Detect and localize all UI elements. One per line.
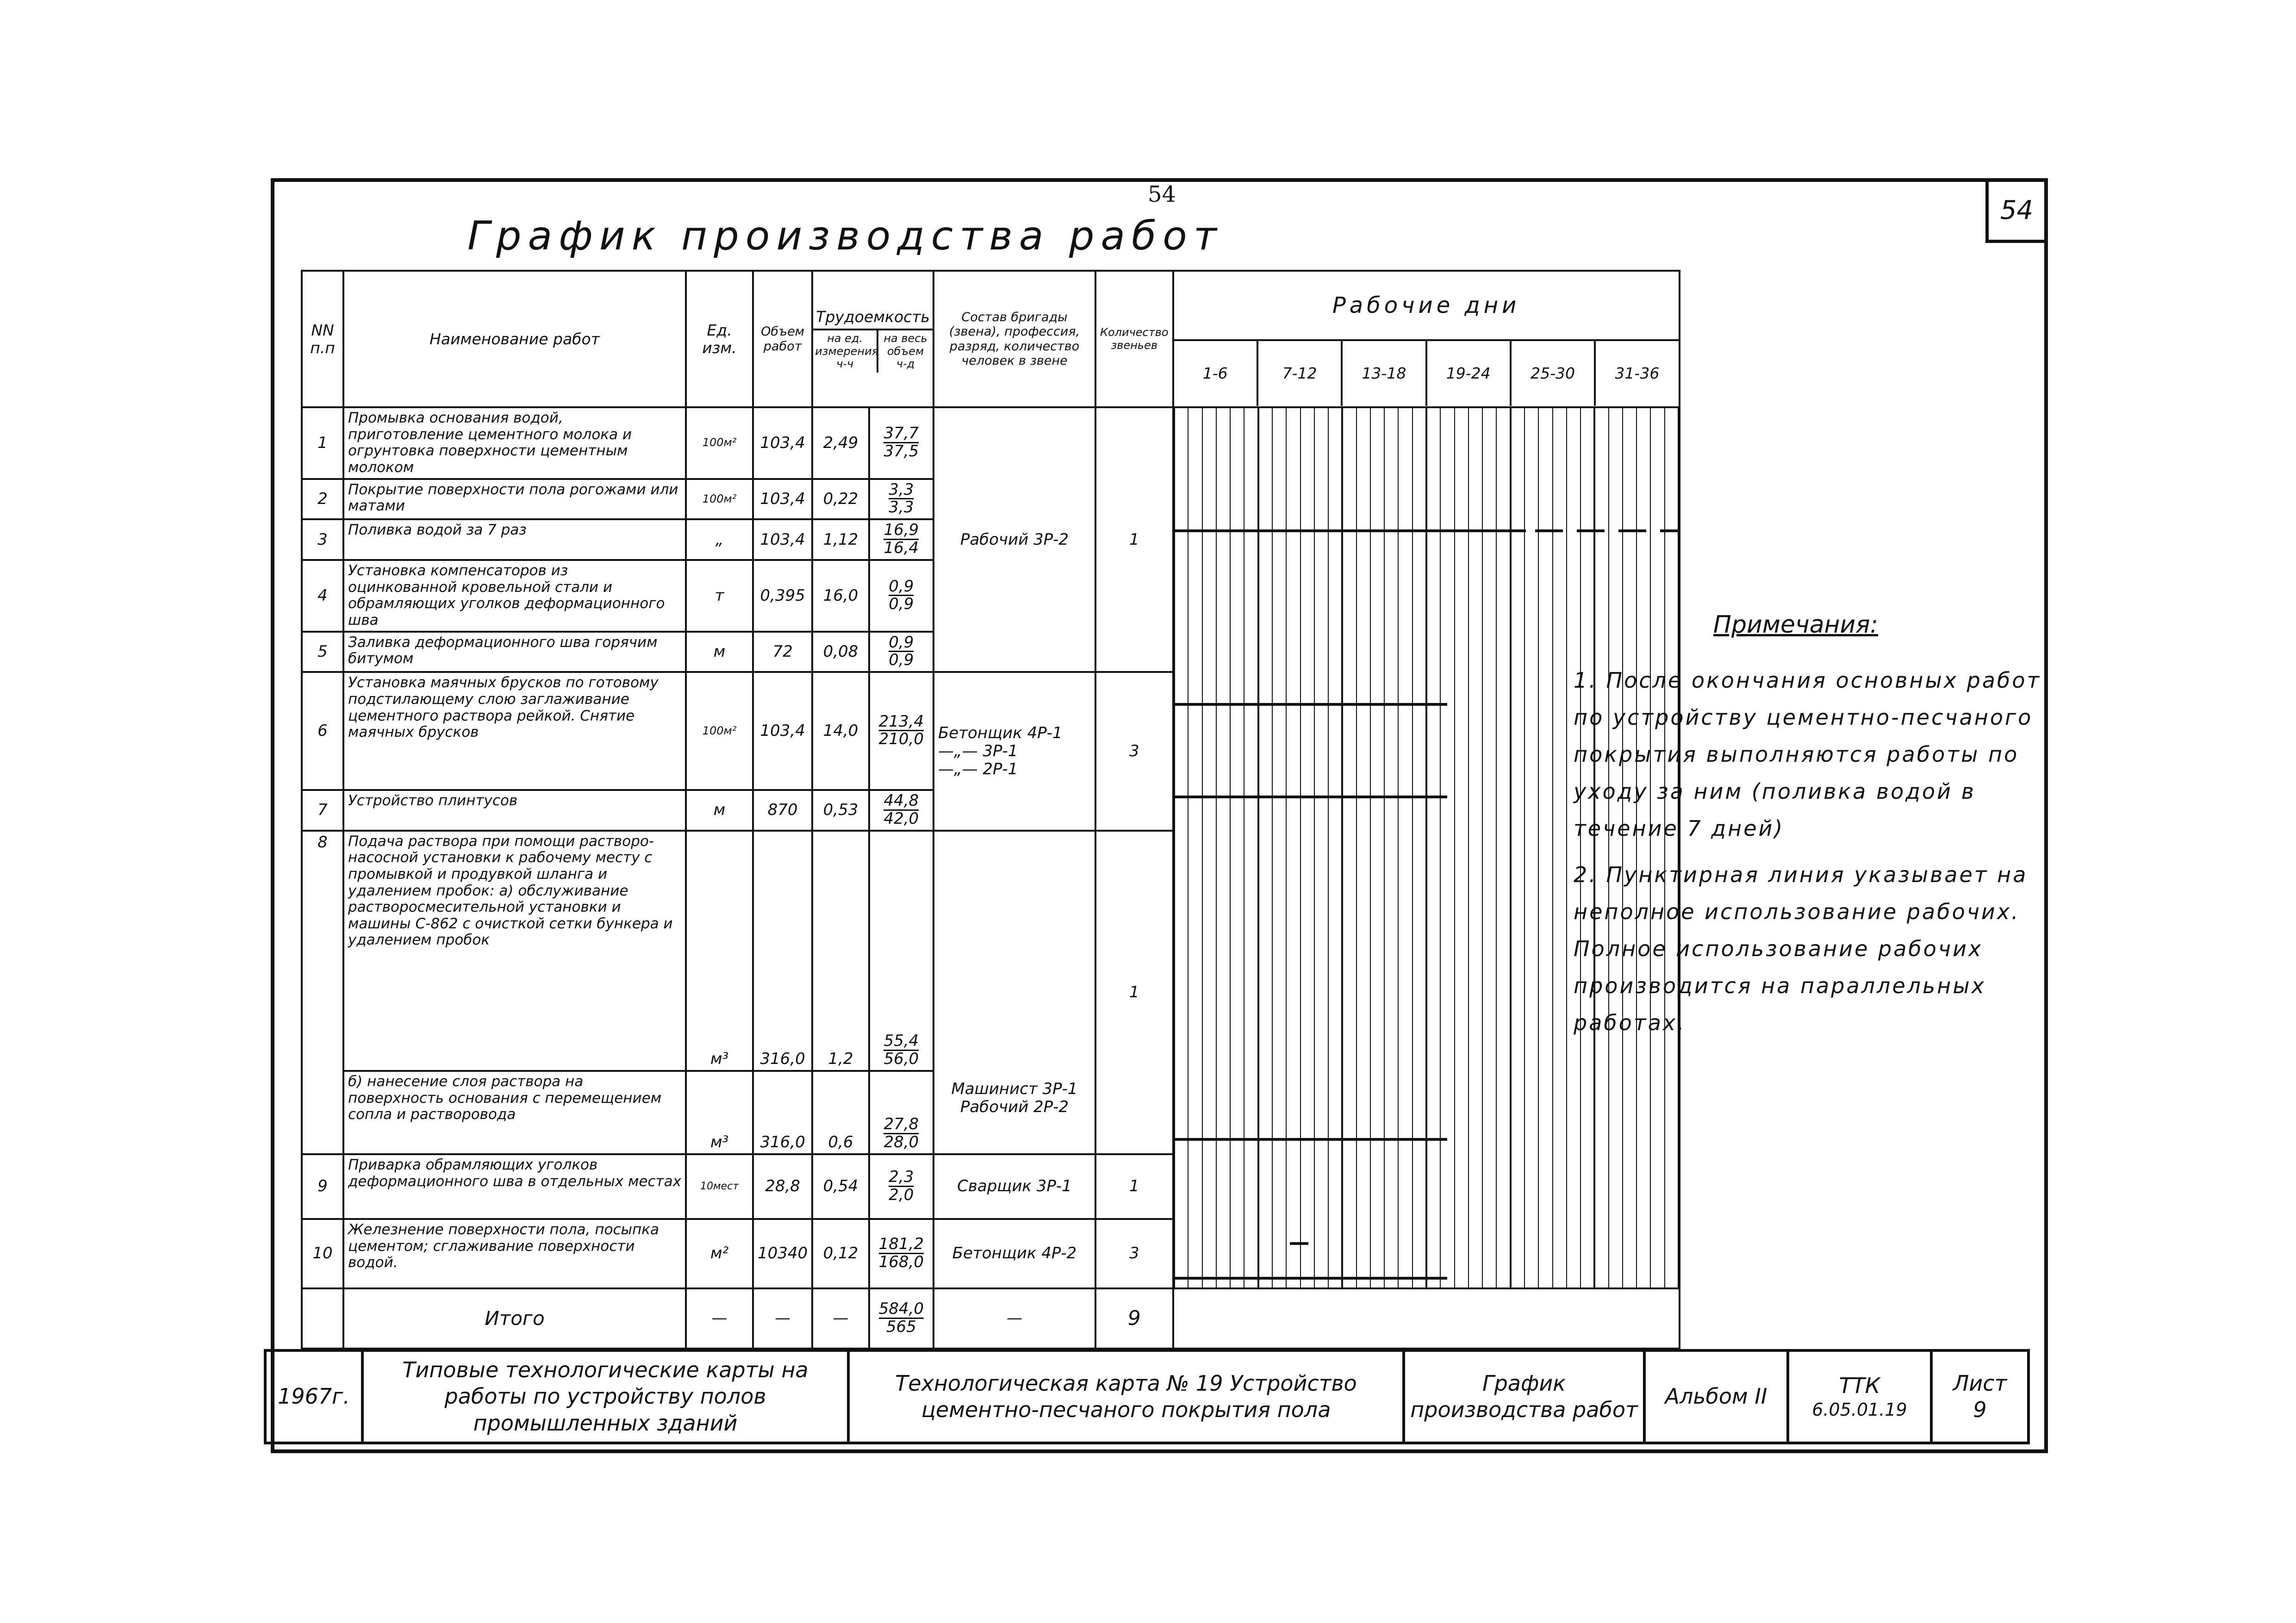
header-name: Наименование работ (343, 271, 686, 407)
header-labor-total: на весь объем ч-д (884, 332, 927, 371)
tb-card: Технологическая карта № 19 Устройство цементно-песчаного покрытия пола (848, 1350, 1404, 1443)
table-row: 7 Устройство плинтусов м 870 0,53 $\frac{44,8}{42,0}$ (302, 790, 1680, 831)
table-row: б) нанесение слоя раствора на поверхность основания с перемещением сопла и растворовода м³ 316,0 0,6 $\frac{27,8}{28,0}$ (302, 1071, 1680, 1154)
sheet-number-box: 54 (1985, 178, 2048, 243)
table-row: 10 Железнение поверхности пола, посыпка цементом; сглаживание поверхности водой. м² 10340 0,12 $\frac{181,2}{168,0}$ Бетонщик 4Р-2 3 (302, 1219, 1680, 1288)
tb-sheet: Лист 9 (1931, 1350, 2028, 1443)
table-row: 1 Промывка основания водой, приготовление цементного молока и огрунтовка поверхности цементным молоком 100м² 103,4 2,49 $\frac{37,7}{37,5}$ Рабочий 3Р-2 1 (302, 407, 1680, 479)
notes (1574, 611, 2046, 1041)
day-range-3: 13-18 (1343, 341, 1427, 406)
table-row: 8 Подача раствора при помощи растворо-насосной установки к рабочему месту с промывкой и продувкой шланга и удалением пробок: а) обслуживание растворосмесительной установки и машины С-862 с очисткой сетки бункера и удалением пробок м³ 316,0 1,2 $\frac{55,4}{56,0}$ Машинист 3Р-1 Рабочий 2Р-2 1 (302, 831, 1680, 1071)
tb-code: ТТК 6.05.01.19 (1788, 1350, 1931, 1443)
day-range-1: 1-6 (1174, 341, 1258, 406)
note-2: 2. Пунктирная линия указывает на неполное использование рабочих. Полное использование рабочих производится на параллельных работах. (1574, 862, 2028, 1035)
table-row: 2 Покрытие поверхности пола рогожами или матами 100м² 103,4 0,22 $\frac{3,3}{3,3}$ (302, 479, 1680, 520)
note-1: 1. После окончания основных работ по устройству цементно-песчаного покрытия выполняются работы по уходу за ним (поливка водой в течение 7 дней) (1574, 668, 2041, 841)
tb-year: 1967г. (265, 1350, 362, 1443)
page-number: 54 (1148, 181, 1176, 207)
day-range-5: 25-30 (1512, 341, 1596, 406)
crew-group-1: Рабочий 3Р-2 (933, 407, 1095, 672)
header-labor-unit: на ед. измерения ч-ч (813, 330, 878, 373)
crew-group-3: Машинист 3Р-1 Рабочий 2Р-2 (933, 831, 1095, 1154)
header-num: NN п.п (302, 271, 343, 407)
table-row: 5 Заливка деформационного шва горячим битумом м 72 0,08 $\frac{0,9}{0,9}$ (302, 632, 1680, 672)
tb-album: Альбом II (1644, 1350, 1788, 1443)
day-range-4: 19-24 (1427, 341, 1512, 406)
crew-group-2: Бетонщик 4Р-1 —„— 3Р-1 —„— 2Р-1 (933, 672, 1095, 830)
notes-heading: Примечания: (1713, 611, 1879, 639)
header-crew-count: Количество звеньев (1095, 271, 1173, 407)
title-block (264, 1349, 2030, 1444)
page-title: График производства работ (467, 213, 1223, 259)
day-range-2: 7-12 (1258, 341, 1343, 406)
tb-series: Типовые технологические карты на работы по устройству полов промышленных зданий (362, 1350, 848, 1443)
total-row: Итого — — — $\frac{584,0}{565}$ — 9 (302, 1288, 1680, 1349)
table-row: 9 Приварка обрамляющих уголков деформационного шва в отдельных местах 10мест 28,8 0,54 $\frac{2,3}{2,0}$ Сварщик 3Р-1 1 (302, 1154, 1680, 1219)
day-range-6: 31-36 (1615, 364, 1660, 382)
table-row: 6 Установка маячных брусков по готовому подстилающему слою заглаживание цементного раствора рейкой. Снятие маячных брусков 100м² 103,4 14,0 $\frac{213,4}{210,0}$ Бетонщик 4Р-1 —„— 3Р-1 —„— 2Р-1 3 (302, 672, 1680, 790)
header-days: Рабочие дни 1-6 7-12 13-18 19-24 25-30 31-36 (1173, 271, 1680, 407)
schedule-table (301, 270, 1680, 1349)
header-crew: Состав бригады (звена), профессия, разряд, количество человек в звене (933, 271, 1095, 407)
table-row: 4 Установка компенсаторов из оцинкованной кровельной стали и обрамляющих уголков деформационного шва т 0,395 16,0 $\frac{0,9}{0,9}$ (302, 560, 1680, 632)
header-labor: Трудоемкость на ед. измерения ч-ч на весь объем ч-д (812, 271, 933, 407)
header-volume: Объем работ (753, 271, 812, 407)
table-row: 3 Поливка водой за 7 раз „ 103,4 1,12 $\frac{16,9}{16,4}$ (302, 519, 1680, 560)
tb-section: График производства работ (1404, 1350, 1644, 1443)
header-unit: Ед. изм. (686, 271, 753, 407)
